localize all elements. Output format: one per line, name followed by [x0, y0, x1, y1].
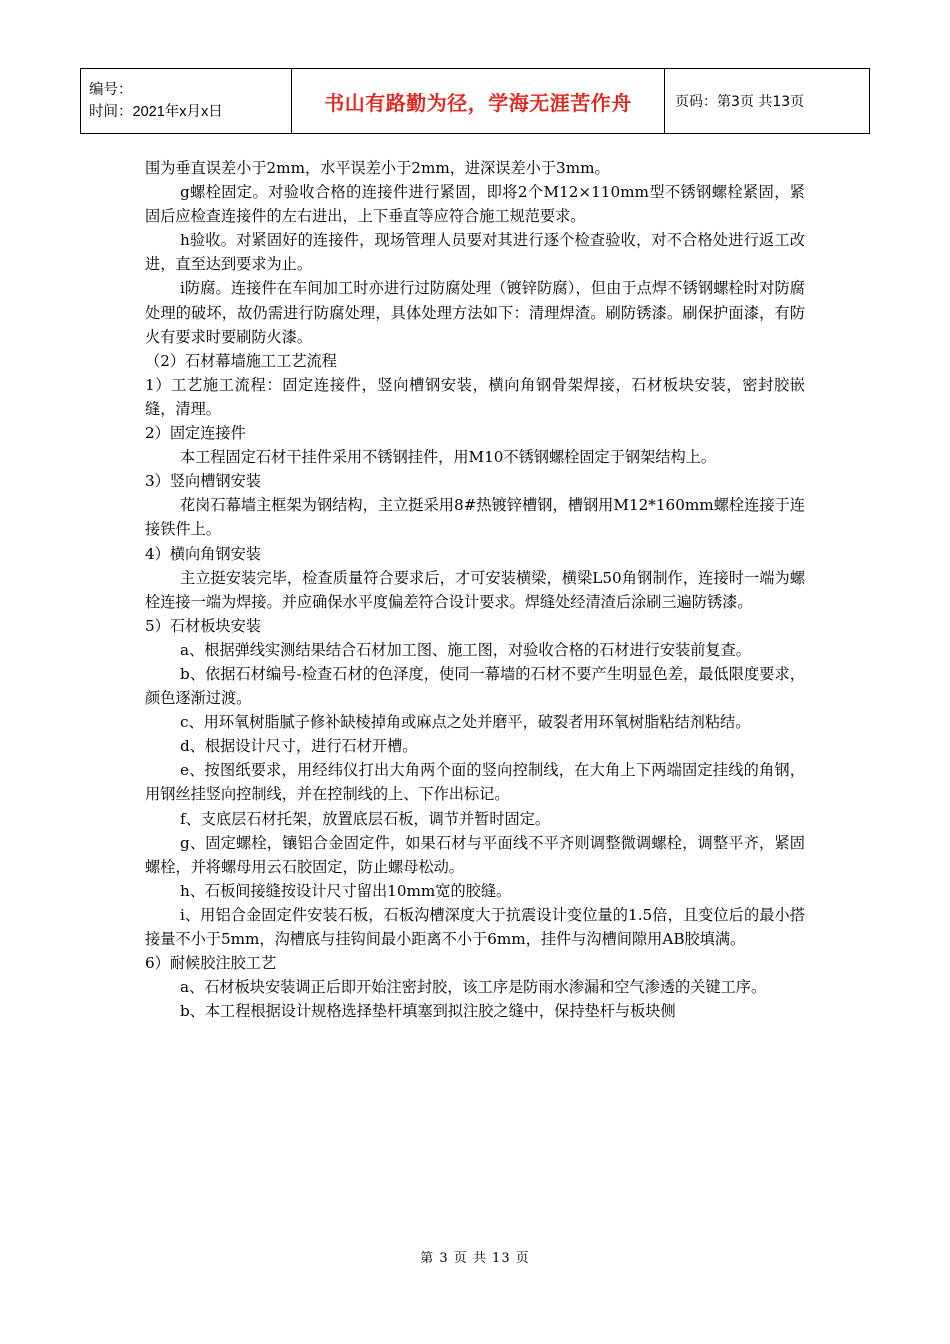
body-paragraph: b、本工程根据设计规格选择垫杆填塞到拟注胶之缝中，保持垫杆与板块侧 [179, 1002, 676, 1021]
body-paragraph: 6）耐候胶注胶工艺 [145, 954, 277, 973]
body-paragraph: e、按图纸要求，用经纬仪打出大角两个面的竖向控制线，在大角上下两端固定挂线的角钢，用钢丝挂竖向控制线，并在控制线的上、下作出标记。 [145, 761, 805, 804]
body-paragraph: h验收。对紧固好的连接件，现场管理人员要对其进行逐个检查验收，对不合格处进行返工改进，直至达到要求为止。 [145, 231, 805, 274]
body-paragraph: 1）工艺施工流程：固定连接件，竖向槽钢安装，横向角钢骨架焊接，石材板块安装，密封胶嵌缝，清理。 [145, 375, 805, 418]
header-page-number: 页码：第3页 共13页 [665, 69, 870, 134]
header-motto: 书山有路勤为径，学海无涯苦作舟 [292, 69, 665, 134]
body-paragraph: 5）石材板块安装 [145, 616, 261, 635]
page-header [80, 68, 870, 134]
body-paragraph: a、根据弹线实测结果结合石材加工图、施工图，对验收合格的石材进行安装前复查。 [179, 640, 751, 659]
body-paragraph: f、支底层石材托架，放置底层石板，调节并暂时固定。 [179, 809, 551, 828]
body-paragraph: 围为垂直误差小于2mm，水平误差小于2mm，进深误差小于3mm。 [145, 159, 610, 177]
body-paragraph: c、用环氧树脂腻子修补缺棱掉角或麻点之处并磨平，破裂者用环氧树脂粘结剂粘结。 [179, 713, 751, 732]
body-paragraph: （2）石材幕墙施工工艺流程 [145, 351, 337, 370]
body-paragraph: h、石板间接缝按设计尺寸留出10mm宽的胶缝。 [179, 881, 512, 900]
body-paragraph: 本工程固定石材干挂件采用不锈钢挂件，用M10不锈钢螺栓固定于钢架结构上。 [179, 448, 717, 467]
body-paragraph: 3）竖向槽钢安装 [145, 472, 261, 491]
document-code-label: 编号： [89, 82, 133, 98]
body-paragraph: b、依据石材编号-检查石材的色泽度，使同一幕墙的石材不要产生明显色差，最低限度要求，颜色逐渐过渡。 [145, 664, 805, 708]
body-paragraph: d、根据设计尺寸，进行石材开槽。 [179, 737, 418, 756]
document-date: 时间：2021年x月x日 [89, 104, 223, 120]
page-footer: 第 3 页 共 13 页 [420, 1251, 530, 1266]
body-paragraph: 主立挺安装完毕，检查质量符合要求后，才可安装横梁，横梁L50角钢制作，连接时一端为螺栓连接一端为焊接。并应确保水平度偏差符合设计要求。焊缝处经清渣后涂刷三遍防锈漆。 [145, 568, 805, 611]
body-paragraph: g、固定螺栓，镶铝合金固定件，如果石材与平面线不平齐则调整微调螺栓，调整平齐，紧固螺栓，并将螺母用云石胶固定，防止螺母松动。 [145, 833, 805, 876]
body-paragraph: 花岗石幕墙主框架为钢结构，主立挺采用8#热镀锌槽钢，槽钢用M12*160mm螺栓连接于连接铁件上。 [145, 496, 805, 539]
header-meta [81, 69, 292, 134]
body-paragraph: 2）固定连接件 [145, 424, 246, 443]
document-body [145, 156, 805, 1023]
body-paragraph: g螺栓固定。对验收合格的连接件进行紧固，即将2个M12×110mm型不锈钢螺栓紧固，紧固后应检查连接件的左右进出，上下垂直等应符合施工规范要求。 [145, 183, 805, 226]
body-paragraph: i防腐。连接件在车间加工时亦进行过防腐处理（镀锌防腐），但由于点焊不锈钢螺栓时对防腐处理的破坏，故仍需进行防腐处理，具体处理方法如下：清理焊渣。刷防锈漆。刷保护面漆，有防火有要求时要刷防火漆。 [145, 279, 805, 346]
body-paragraph: 4）横向角钢安装 [145, 544, 261, 563]
body-paragraph: a、石材板块安装调正后即开始注密封胶，该工序是防雨水渗漏和空气渗透的关键工序。 [179, 978, 767, 997]
body-paragraph: i、用铝合金固定件安装石板，石板沟槽深度大于抗震设计变位量的1.5倍，且变位后的最小搭接量不小于5mm，沟槽底与挂钩间最小距离不小于6mm，挂件与沟槽间隙用AB胶填满。 [145, 905, 805, 948]
